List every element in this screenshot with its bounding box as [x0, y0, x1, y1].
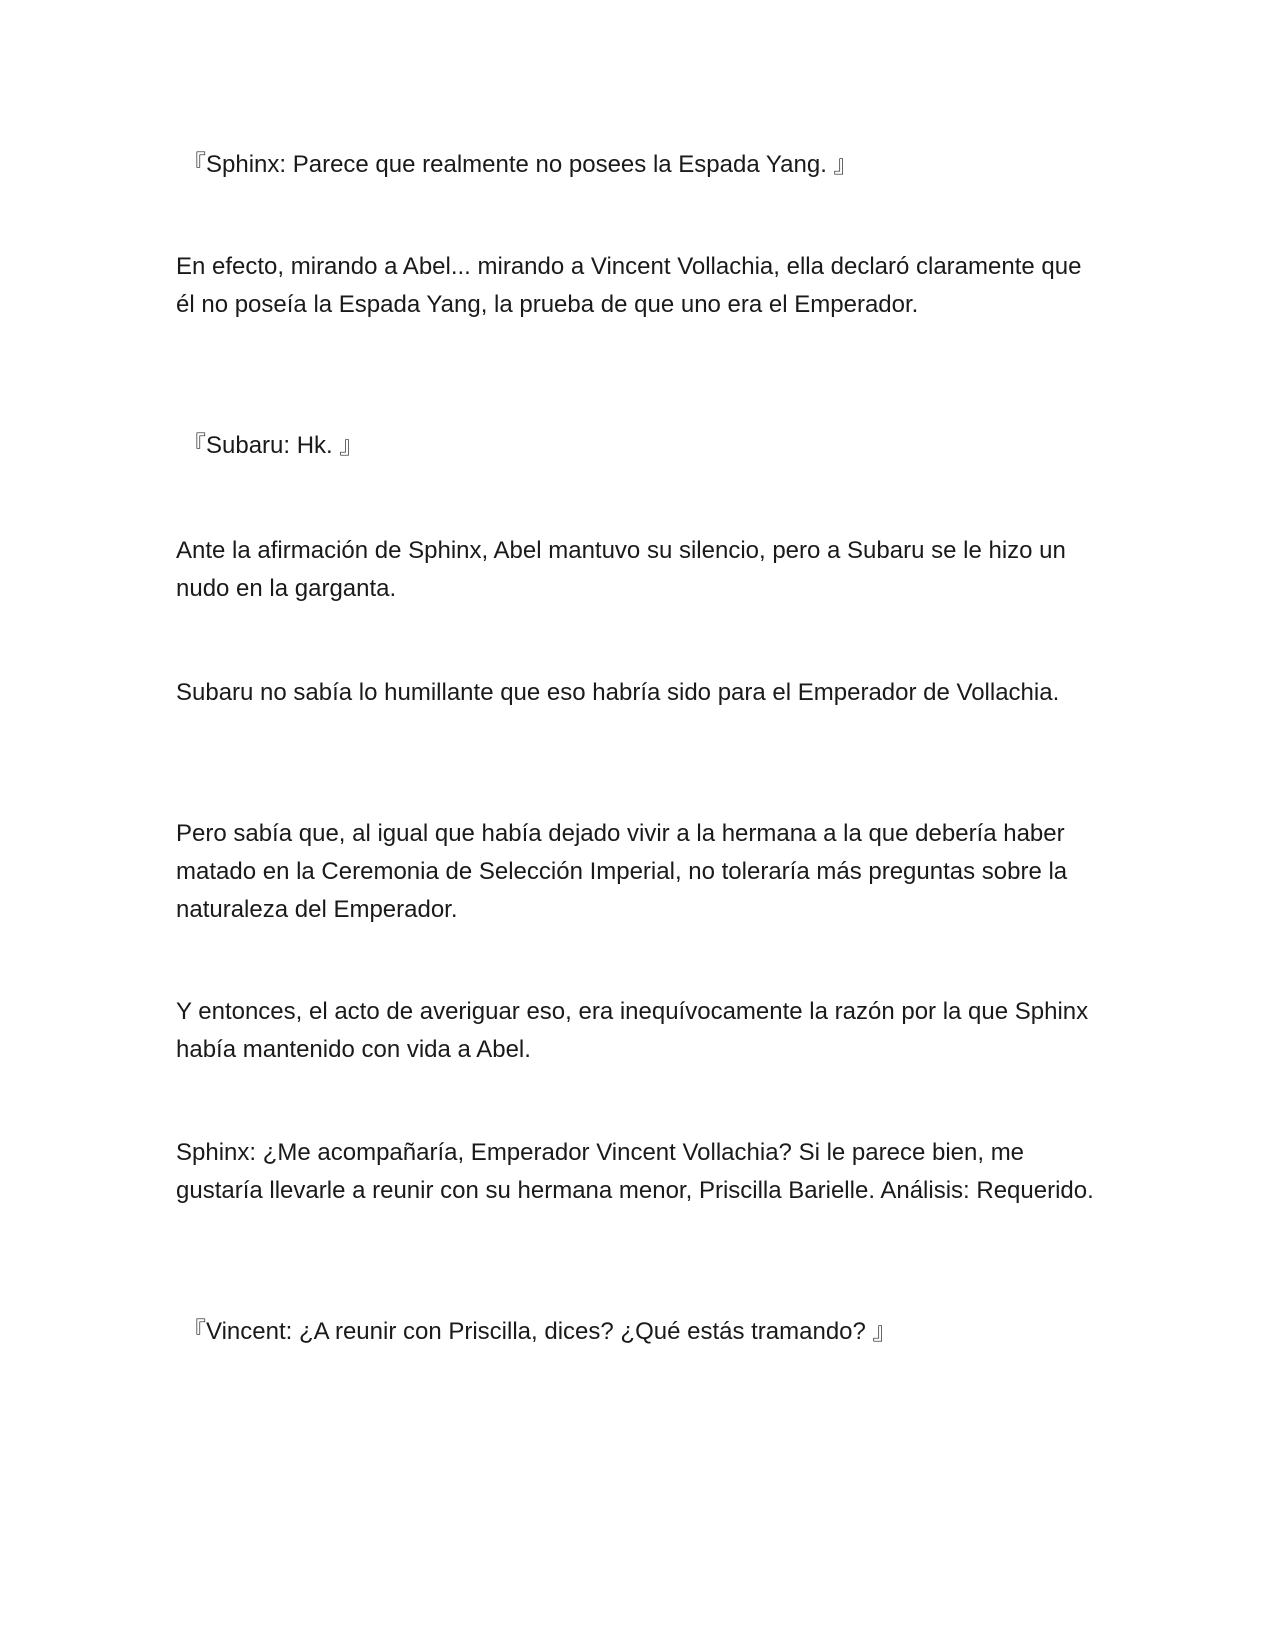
narration-paragraph: En efecto, mirando a Abel... mirando a Vincent Vollachia, ella declaró claramente que él no poseía la Espada Yang, la prueba de que uno era el Emperador.	[176, 253, 1082, 318]
dialogue-quote-subaru: 『Subaru: Hk. 』	[182, 432, 364, 459]
narration-paragraph: Pero sabía que, al igual que había dejado vivir a la hermana a la que debería haber matado en la Ceremonia de Selección Imperial, no toleraría más preguntas sobre la naturaleza del Emperador.	[176, 820, 1068, 923]
dialogue-quote-sphinx: 『Sphinx: Parece que realmente no posees la Espada Yang. 』	[182, 151, 858, 178]
narration-paragraph: Subaru no sabía lo humillante que eso habría sido para el Emperador de Vollachia.	[176, 679, 1060, 706]
dialogue-paragraph-sphinx: Sphinx: ¿Me acompañaría, Emperador Vincent Vollachia? Si le parece bien, me gustaría llevarle a reunir con su hermana menor, Priscilla Barielle. Análisis: Requerido.	[176, 1139, 1094, 1204]
narration-paragraph: Y entonces, el acto de averiguar eso, era inequívocamente la razón por la que Sphinx había mantenido con vida a Abel.	[176, 998, 1089, 1063]
dialogue-quote-vincent: 『Vincent: ¿A reunir con Priscilla, dices? ¿Qué estás tramando? 』	[182, 1318, 897, 1345]
narration-paragraph: Ante la afirmación de Sphinx, Abel mantuvo su silencio, pero a Subaru se le hizo un nudo en la garganta.	[176, 537, 1066, 602]
